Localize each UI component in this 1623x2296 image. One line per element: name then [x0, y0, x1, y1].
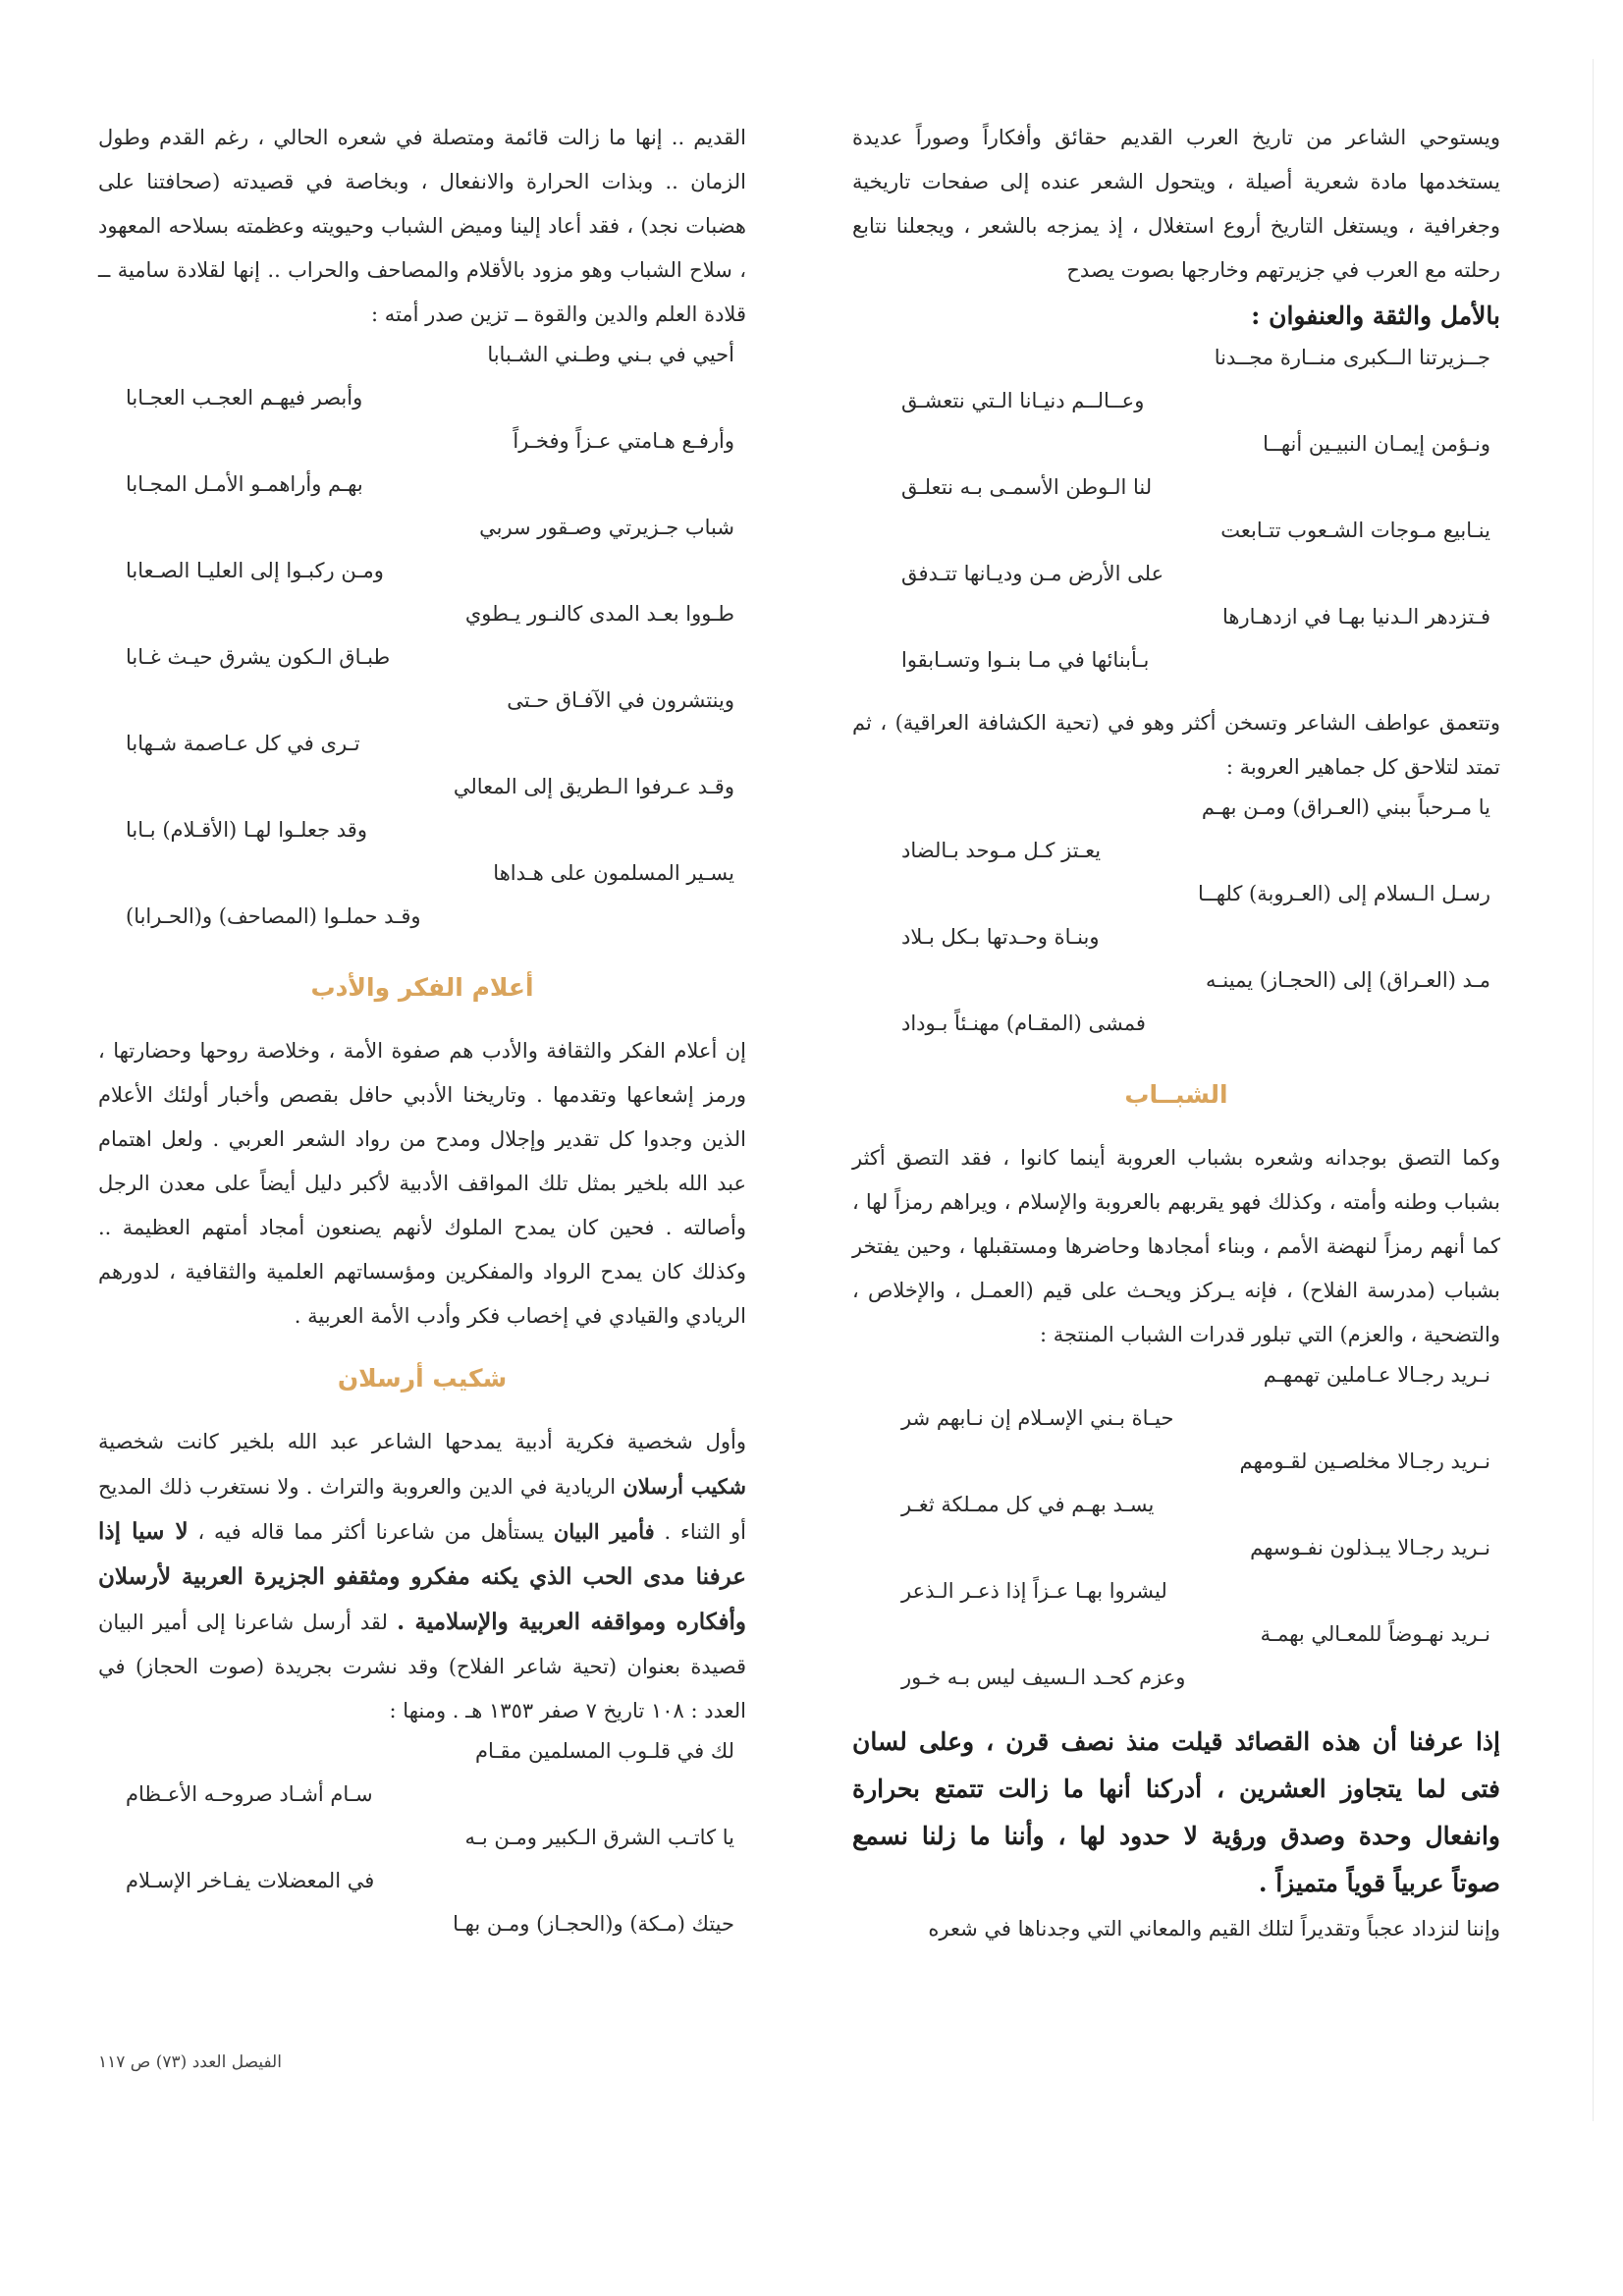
verse-line: سـام أشـاد صروحـه الأعـظام — [126, 1782, 373, 1806]
verse-line: لك في قلـوب المسلمين مقـام — [474, 1739, 734, 1763]
bold-name: شكيب أرسلان — [622, 1474, 746, 1499]
verse-line: وقـد حملـوا (المصاحف) و(الحـرابا) — [126, 904, 421, 928]
verse-line: طـووا بعـد المدى كالنـور يـطوي — [464, 602, 734, 626]
paragraph: القديم .. إنها ما زالت قائمة ومتصلة في شعره الحالي ، رغم القدم وطول الزمان .. وبذات الحرارة والانفعال ، وبخاصة في قصيدته (صحافتنا على هضبات نجد) ، فقد أعاد إلينا وميض الشباب وحيويته وعظمته بسلاحه المعهود ، سلاح الشباب وهو مزود بالأقلام والمصاحف والحراب .. إنها لقلادة سامية ــ قلادة العلم والدين والقوة ــ تزين صدر أمته : — [98, 126, 746, 326]
verse-line: يا مـرحباً ببني (العـراق) ومـن بهـم — [1201, 795, 1490, 819]
verse-line: وعزم كحـد الـسيف ليس بـه خـور — [901, 1666, 1186, 1689]
page-edge-rule — [1593, 59, 1594, 2121]
verse-line: وبنـاة وحـدتها بـكل بـلاد — [901, 925, 1100, 949]
verse-line: بهـم وأراهمـو الأمـل المجـابا — [126, 472, 363, 496]
paragraph: وكما التصق بوجدانه وشعره بشباب العروبة أينما كانوا ، فقد التصق أكثر بشباب وطنه وأمته ، وكذلك فهو يقربهم بالعروبة والإسلام ، ويراهم رمزاً لها ، كما أنهم رمزاً لنهضة الأمم ، وبناء أمجادها وحاضرها ومستقبلها ، وحين يفتخر بشباب (مدرسة الفلاح) ، فإنه يـركز ويحـث على قيم (العمـل ، والإخلاص ، والتضحية ، والعزم) التي تبلور قدرات الشباب المنتجة : — [852, 1146, 1500, 1346]
verse-line: يسـير المسلمون على هـداها — [493, 861, 734, 885]
verse-line: وينتشرون في الآفـاق حـتى — [507, 688, 734, 712]
verse-line: لنا الـوطن الأسمـى بـه نتعلـق — [901, 475, 1153, 499]
poem — [852, 346, 1500, 691]
section-heading: الشبــاب — [1124, 1080, 1228, 1109]
verse-line: جــزيرتنا الــكبرى منــارة مجــدنا — [1214, 346, 1490, 369]
verse-line: أحيي في بـني وطـني الشـبابا — [487, 343, 734, 366]
verse-line: بـأبنائها في مـا بنـوا وتسـابقوا — [901, 648, 1150, 672]
text-run: وأول شخصية فكرية أدبية يمدحها الشاعر عبد الله بلخير كانت شخصية — [98, 1430, 746, 1453]
paragraph — [98, 1420, 746, 1733]
bold-paragraph: بالأمل والثقة والعنفوان : — [1251, 301, 1500, 330]
verse-line: ينـابيع مـوجات الشـعوب تتـابعت — [1220, 519, 1490, 542]
verse-line: نـريد رجـالا عـاملين تهمهـم — [1263, 1363, 1490, 1387]
poem — [852, 1363, 1500, 1709]
bold-sentence: لا سيا إذا عرفنا مدى الحب الذي يكنه مفكرو ومثقفو الجزيرة العربية لأرسلان وأفكاره ومواقفه العربية والإسلامية . — [98, 1518, 746, 1635]
text-run: الريادية في الدين والعروبة والتراث . ولا نستغرب ذلك المديح أو الثناء . — [98, 1475, 746, 1544]
verse-line: حيـاة بـني الإسـلام إن نـابهم شر — [901, 1406, 1174, 1430]
left-column — [98, 116, 746, 1965]
verse-line: شباب جـزيرتي وصـقور سربي — [479, 516, 734, 539]
bold-name: فأمير البيان — [553, 1519, 655, 1544]
verse-line: يعـتز كـل مـوحد بـالضاد — [901, 839, 1102, 862]
poem — [98, 343, 746, 948]
poem — [852, 795, 1500, 1055]
verse-line: يا كاتـب الشرق الـكبير ومـن بـه — [464, 1826, 734, 1849]
text-run: لقد أرسل شاعرنا إلى أمير البيان قصيدة بعنوان (تحية شاعر الفلاح) وقد نشرت بجريدة (صوت الحجاز) في العدد : ١٠٨ تاريخ ٧ صفر ١٣٥٣ هـ . ومنها : — [98, 1611, 746, 1722]
verse-line: يسـد بهـم في كل ممـلكة ثغـر — [901, 1493, 1155, 1516]
verse-line: مـد (العـراق) إلى (الحجـاز) يمينـه — [1206, 968, 1490, 992]
section-heading: شكيب أرسلان — [337, 1364, 508, 1393]
verse-line: حيتك (مـكة) و(الحجـاز) ومـن بهـا — [453, 1912, 734, 1936]
section-heading: أعلام الفكر والأدب — [310, 973, 534, 1002]
verse-line: ليشروا بهـا عـزاً إذا ذعـر الـذعر — [901, 1579, 1167, 1603]
poem — [98, 1739, 746, 1955]
paragraph: وتتعمق عواطف الشاعر وتسخن أكثر وهو في (تحية الكشافة العراقية) ، ثم تمتد لتلاحق كل جماهير العروبة : — [852, 711, 1500, 779]
verse-line: ونـؤمن إيمـان النبيـين أنهــا — [1263, 432, 1490, 456]
verse-line: طبـاق الـكون يشرق حيـث غـابا — [126, 645, 391, 669]
verse-line: نـريد رجـالا مخلصـين لقـومهم — [1239, 1449, 1490, 1473]
right-column — [852, 116, 1500, 1951]
verse-line: نـريد نهـوضاً للمعـالي بهمـة — [1260, 1622, 1490, 1646]
verse-line: على الأرض مـن وديـانها تتـدفق — [901, 562, 1164, 585]
paragraph: وإننا لنزداد عجباً وتقديراً لتلك القيم والمعاني التي وجدناها في شعره — [928, 1917, 1500, 1941]
verse-line: رسـل الـسلام إلى (العـروبة) كلهــا — [1198, 882, 1490, 905]
verse-line: نـريد رجـالا يبـذلون نفـوسهم — [1250, 1536, 1490, 1559]
verse-line: فمشى (المقـام) مهنـئاً بـوداد — [901, 1011, 1146, 1035]
verse-line: في المعضلات يفـاخر الإسـلام — [126, 1869, 375, 1892]
paragraph: إن أعلام الفكر والثقافة والأدب هم صفوة الأمة ، وخلاصة روحها وحضارتها ، ورمز إشعاعها وتقدمها . وتاريخنا الأدبي حافل بقصص وأخبار أولئك الأعلام الذين وجدوا كل تقدير وإجلال ومدح من رواد الشعر العربي . ولعل اهتمام عبد الله بلخير بمثل تلك المواقف الأدبية لأكبر دليل أيضاً على معدن الرجل وأصالته . فحين كان يمدح الملوك لأنهم يصنعون أمجاد أمتهم العظيمة .. وكذلك كان يمدح الرواد والمفكرين ومؤسساتهم العلمية والثقافية ، لدورهم الريادي والقيادي في إخصاب فكر وأدب الأمة العربية . — [98, 1039, 746, 1328]
page-footer: الفيصل العدد (٧٣) ص ١١٧ — [98, 2052, 282, 2072]
verse-line: وعــالــم دنيـانا الـتي نتعشـق — [901, 389, 1145, 412]
text-run: يستأهل من شاعرنا أكثر مما قاله فيه ، — [197, 1520, 545, 1544]
verse-line: ومـن ركبـوا إلى العليـا الصـعابا — [126, 559, 384, 582]
bold-paragraph: إذا عرفنا أن هذه القصائد قيلت منذ نصف قرن ، وعلى لسان فتى لما يتجاوز العشرين ، أدركنا أنها ما زالت تتمتع بحرارة وانفعال وحدة وصدق ورؤية لا حدود لها ، وأننا ما زلنا نسمع صوتاً عربياً قوياً متميزاً . — [852, 1727, 1500, 1897]
paragraph: ويستوحي الشاعر من تاريخ العرب القديم حقائق وأفكاراً وصوراً عديدة يستخدمها مادة شعرية أصيلة ، ويتحول الشعر عنده إلى صفحات تاريخية وجغرافية ، ويستغل التاريخ أروع استغلال ، إذ يمزجه بالشعر ، ويجعلنا نتابع رحلته مع العرب في جزيرتهم وخارجها بصوت يصدح — [852, 126, 1500, 282]
verse-line: وقـد عـرفوا الـطريق إلى المعالي — [453, 775, 734, 798]
verse-line: فـتزدهر الـدنيا بهـا في ازدهـارها — [1222, 605, 1490, 629]
verse-line: وقد جعلـوا لهـا (الأقـلام) بـابا — [126, 818, 367, 842]
verse-line: تـرى في كل عـاصمة شـهابا — [126, 732, 360, 755]
verse-line: وأبصر فيهـم العجـب العجـابا — [126, 386, 363, 410]
verse-line: وأرفـع هـامتي عـزاً وفخـراً — [513, 429, 734, 453]
